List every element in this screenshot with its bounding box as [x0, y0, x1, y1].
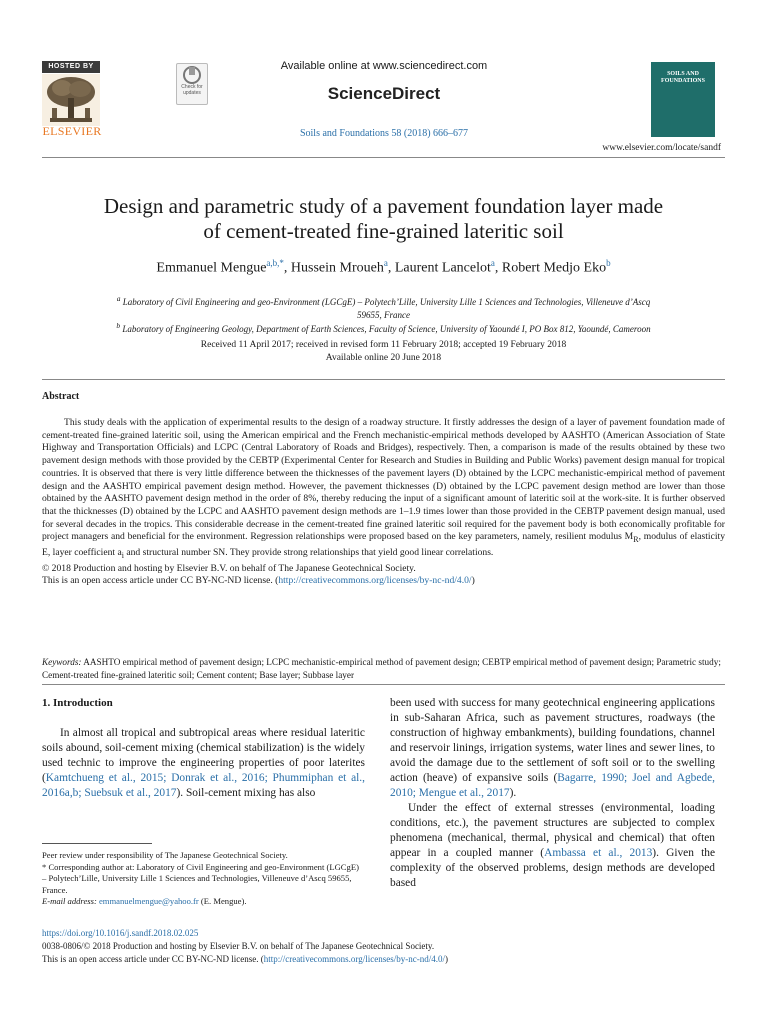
intro-left-column: [42, 726, 365, 801]
citation-link[interactable]: Bagarre, 1990; Joel and Agbede, 2010; Mengue et al., 2017: [390, 772, 715, 799]
open-access-line: This is an open access article under CC BY-NC-ND license. (http://creativecommons.org/licenses/by-nc-nd/4.0/): [42, 954, 448, 964]
oa-license-link[interactable]: http://creativecommons.org/licenses/by-nc-nd/4.0/: [263, 954, 445, 964]
author-name[interactable]: Hussein Mroueh: [290, 260, 384, 276]
citation-link[interactable]: Ambassa et al., 2013: [544, 847, 653, 859]
author-name[interactable]: Laurent Lancelot: [394, 260, 491, 276]
abstract-body: [42, 417, 725, 588]
author-separator: ,: [283, 260, 291, 276]
footnote-divider: [42, 843, 152, 844]
email-link[interactable]: emmanuelmengue@yahoo.fr: [98, 896, 199, 906]
affiliation-b: [52, 319, 715, 336]
abstract-heading: Abstract: [42, 391, 80, 402]
author-separator: ,: [387, 260, 395, 276]
article-dates: [42, 339, 725, 365]
keywords-divider: [42, 684, 725, 685]
received-dates: Received 11 April 2017; received in revised form 11 February 2018; accepted 19 February 2018: [200, 340, 567, 350]
author-list: [42, 258, 725, 277]
keywords: [42, 656, 725, 681]
check-updates-label: Check for updates: [181, 84, 203, 96]
available-date: Available online 20 June 2018: [325, 353, 442, 363]
intro-paragraph-2: Under the effect of external stresses (environmental, loading conditions, etc.), the pavement structures are subjected to complex phenomena (mechanical, thermal, physical and chemical) that often appear in a coupled manner (Ambassa et al., 2013). Given the complexity of the observed problems, design methods are developed based: [390, 802, 716, 889]
license-link[interactable]: http://creativecommons.org/licenses/by-nc-nd/4.0/: [278, 575, 472, 587]
author-name[interactable]: Robert Medjo Eko: [501, 260, 607, 276]
intro-paragraph-1: In almost all tropical and subtropical areas where residual lateritic soils abound, soil-cement mixing (chemical stabilization) is the widely used technic to improve the engineering properties of poor laterites (Kamtchueng et al., 2015; Donrak et al., 2016; Phummiphan et al., 2016a,b; Suebsuk et al., 2017). Soil-cement mixing has also: [42, 727, 365, 799]
author-affiliation-mark[interactable]: a: [490, 258, 495, 268]
affiliation-mark: b: [116, 321, 121, 330]
affiliation-a: [52, 292, 715, 322]
affiliation-text: Laboratory of Civil Engineering and geo-Environment (LGCgE) – Polytech’Lille, University Lille 1 Sciences and Technologies, Villeneuve d’Ascq: [122, 297, 651, 307]
affiliation-text-cont: 59655, France: [357, 310, 410, 320]
abstract-copyright: © 2018 Production and hosting by Elsevier B.V. on behalf of The Japanese Geotechnical Society.: [42, 562, 416, 574]
header-divider: [42, 157, 725, 158]
affiliation-mark: a: [116, 294, 121, 303]
keywords-label: Keywords:: [42, 657, 82, 667]
affiliation-text: Laboratory of Engineering Geology, Department of Earth Sciences, Faculty of Science, University of Yaoundé I, PO Box 812, Yaoundé, Cameroon: [122, 324, 651, 334]
journal-reference[interactable]: Soils and Foundations 58 (2018) 666–677: [299, 128, 469, 139]
intro-paragraph-cont: been used with success for many geotechnical engineering applications in sub-Saharan Africa, such as pavement structures, roadways (the construction of highway embankments), building foundations, channel and reservoir linings, irrigation systems, water lines and sewer lines, to avoid the damage due to the settlement of soft soil or to the swelling action (heave) of expansive soils (Bagarre, 1990; Joel and Agbede, 2010; Mengue et al., 2017).: [390, 697, 715, 799]
hosted-by-label: HOSTED BY: [42, 61, 100, 73]
intro-right-column: [390, 696, 715, 891]
author-name[interactable]: Emmanuel Mengue: [156, 260, 267, 276]
title-line-1: Design and parametric study of a pavement foundation layer made: [103, 194, 664, 218]
article-title: [42, 194, 725, 244]
doi-link[interactable]: https://doi.org/10.1016/j.sandf.2018.02.025: [42, 928, 199, 938]
available-online: Available online at www.sciencedirect.com: [280, 60, 488, 72]
issn-line: 0038-0806/© 2018 Production and hosting by Elsevier B.V. on behalf of The Japanese Geotechnical Society.: [42, 941, 435, 951]
journal-homepage-link[interactable]: www.elsevier.com/locate/sandf: [602, 143, 721, 153]
author-affiliation-mark[interactable]: a: [383, 258, 388, 268]
abstract-license: This is an open access article under CC BY-NC-ND license. (http://creativecommons.org/licenses/by-nc-nd/4.0/): [42, 575, 475, 587]
peer-review-note: Peer review under responsibility of The Japanese Geotechnical Society.: [42, 850, 288, 860]
sciencedirect-brand[interactable]: ScienceDirect: [327, 84, 441, 103]
citation-link[interactable]: Kamtchueng et al., 2015; Donrak et al., 2016; Phummiphan et al., 2016a,b; Suebsuk et al., 2017: [42, 772, 365, 799]
title-divider: [42, 379, 725, 380]
section-heading-introduction: 1. Introduction: [42, 697, 113, 709]
email-note: E-mail address: emmanuelmengue@yahoo.fr (E. Mengue).: [42, 896, 247, 906]
footnotes: [42, 850, 365, 908]
title-line-2: of cement-treated fine-grained lateritic soil: [203, 219, 564, 243]
author-separator: ,: [494, 260, 502, 276]
corresponding-author-note: * Corresponding author at: Laboratory of Civil Engineering and geo-Environment (LGCgE) – Polytech’Lille, University Lille 1 Sciences and Technologies, Villeneuve d’Ascq 59655, France.: [42, 861, 359, 895]
abstract-paragraph: This study deals with the application of experimental results to the design of a roadway structure. It firstly addresses the design of a layer of pavement foundation made of cement-treated fine-grained lateritic soil, using the American empirical and the French mechanistic-empirical methods developed by AASHTO (American Association of State Highway and Transportation Officials) and LCPC (Central Laboratory of Roads and Bridges), respectively. Then, a comparison is made of the results obtained by these two pavement design methods with those provided by the CEBTP (Experimental Center for Research and Studies in Building and Public Works) pavement design manual for tropical countries. It is observed that there is very little difference between the thicknesses of the pavement layers (D) obtained by the LCPC mechanistic-empirical method of pavement design and the AASHTO empirical pavement design method. However, the pavement thicknesses (D) obtained by the LCPC pavement design method are lower than those obtained by the AASHTO pavement design method in the order of 8%, thereby reducing the input of a significant amount of lateritic soil at the work-site. It is further observed that the thicknesses (D) obtained by the LCPC and AASHTO pavement design methods are 1–1.9 times lower than those provided in the CEBTP pavement design manual, used for several decades in the tropics. This considerable decrease in the cement-treated fine grained lateritic soil required for the pavement body is both economically profitable for project managers and beneficial for the environment. Regression relationships were proposed based on the key parameters, namely, resilient modulus $M_R$, modulus of elasticity E, layer coefficient $a_i$ and structural number SN. They provide strong relationships that yield good linear correlations.: [42, 417, 725, 560]
check-updates-icon: [177, 64, 207, 86]
author-affiliation-mark[interactable]: b: [606, 258, 611, 268]
keywords-text: AASHTO empirical method of pavement design; LCPC mechanistic-empirical method of pavement design; CEBTP empirical method of pavement design; Parametric study; Cement-treated fine-grained lateritic soil; Cement content; Base layer; Subbase layer: [42, 657, 721, 680]
cover-title: SOILS AND FOUNDATIONS: [661, 71, 705, 84]
publisher-name: ELSEVIER: [42, 124, 102, 138]
author-affiliation-mark[interactable]: a,b,*: [266, 258, 284, 268]
elsevier-tree-logo: [42, 74, 100, 126]
